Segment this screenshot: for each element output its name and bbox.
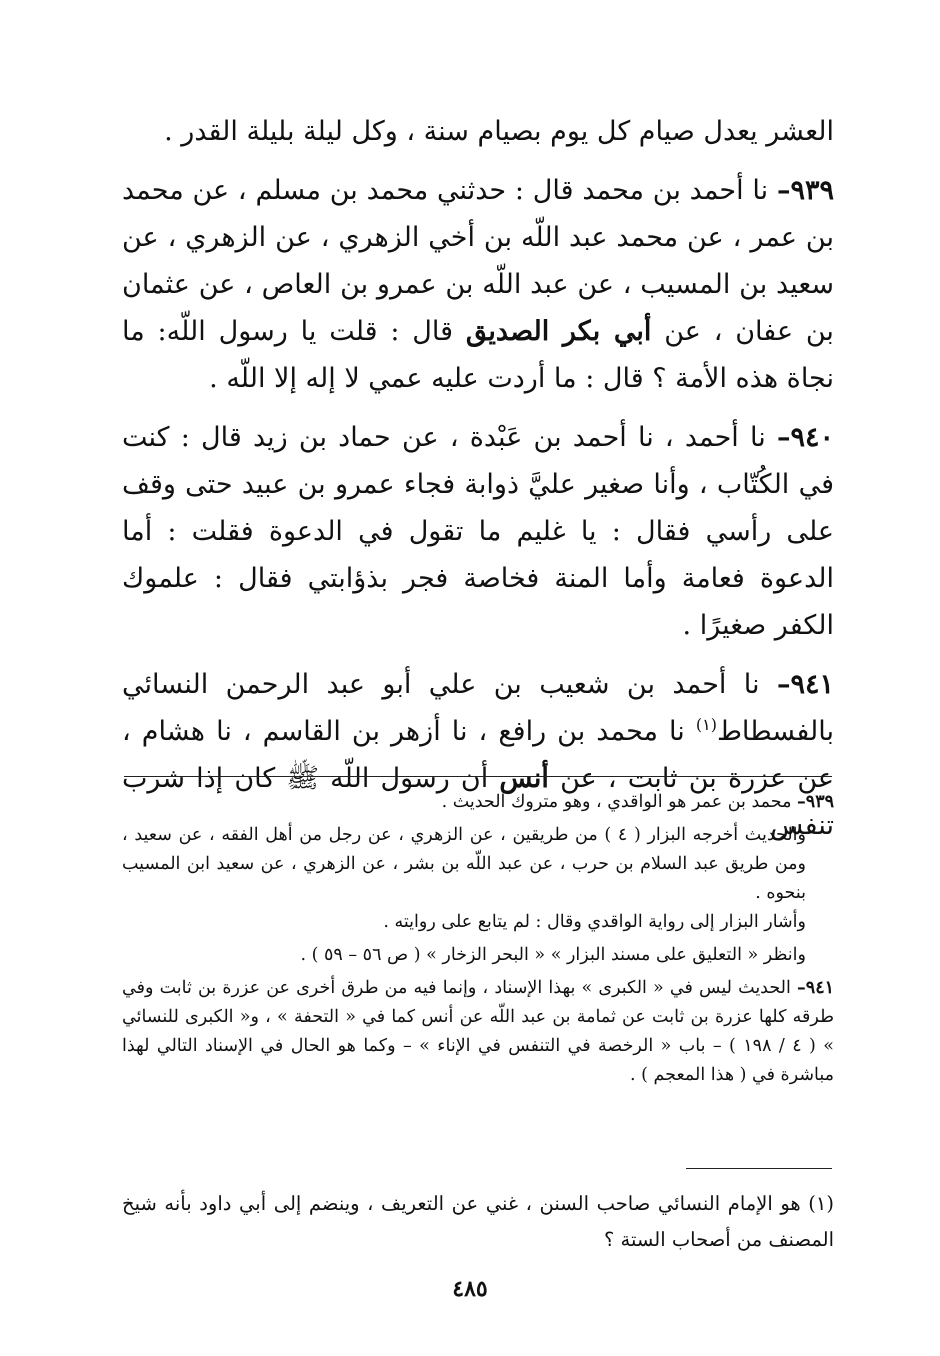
page-number: ٤٨٥: [452, 1276, 488, 1302]
note-number: ٩٤١–: [797, 978, 834, 998]
footnote-reference: (١): [695, 715, 717, 734]
footnote-divider: [686, 1168, 832, 1169]
footnote: [122, 1186, 834, 1258]
footnote-paragraph: [122, 1186, 834, 1258]
note-939-paragraph: والحديث أخرجه البزار ( ٤ ) من طريقين ، عن الزهري ، عن رجل من أهل الفقه ، عن سعيد ، ومن طريق عبد السلام بن حرب ، عن عبد اللّه بن بشر ، عن الزهري ، عن سعيد ابن المسيب بنحوه .: [122, 825, 806, 903]
hadith-text: أن رسول اللّه ﷺ كان إذا شرب تنفس: [122, 763, 834, 841]
note-939-line: [122, 788, 834, 817]
note-939-paragraph: وأشار البزار إلى رواية الواقدي وقال : لم يتابع على روايته .: [383, 912, 806, 932]
hadith-text: نا أحمد بن محمد قال : حدثني محمد بن مسلم ، عن محمد بن عمر ، عن محمد عبد اللّه بن أخي الزهري ، عن الزهري ، عن سعيد بن المسيب ، عن عبد اللّه بن عمرو بن العاص ، عن عثمان بن عفان ، عن: [122, 175, 834, 347]
footnote-text: هو الإمام النسائي صاحب السنن ، غني عن التعريف ، وينضم إلى أبي داود بأنه شيخ المصنف من أصحاب الستة ؟: [122, 1192, 834, 1251]
note-text: محمد بن عمر هو الواقدي ، وهو متروك الحديث .: [441, 792, 792, 812]
hadith-text: قال : قلت يا رسول اللّه: ما نجاة هذه الأمة ؟ قال : ما أردت عليه عمي لا إله إلا اللّه .: [122, 316, 834, 394]
paragraph-continuation: العشر يعدل صيام كل يوم بصيام سنة ، وكل ليلة بليلة القدر .: [164, 116, 834, 147]
note-941-paragraph: [122, 974, 834, 1090]
note-939-paragraph: وانظر « التعليق على مسند البزار » « البحر الزخار » ( ص ٥٦ – ٥٩ ) .: [300, 945, 806, 965]
narrator-name: أنس: [499, 763, 549, 794]
hadith-number: ٩٤٠–: [776, 422, 834, 453]
note-text: الحديث ليس في « الكبرى » بهذا الإسناد ، وإنما فيه من طرق أخرى عن عزرة بن ثابت وفي طرقه كلها عزرة بن ثابت عن ثمامة بن عبد اللّه عن أنس كما في « التحفة » ، و« الكبرى للنسائي » ( ٤ / ١٩٨ ) – باب « الرخصة في التنفس في الإناء » – وكما هو الحال في الإسناد التالي لهذا مباشرة في ( هذا المعجم ) .: [122, 978, 834, 1085]
hadith-939: [122, 167, 834, 402]
hadith-text: نا أحمد ، نا أحمد بن عَبْدة ، عن حماد بن زيد قال : كنت في الكُتّاب ، وأنا صغير عليَّ ذوابة فجاء عمرو بن عبيد حتى وقف على رأسي فقال : يا غليم ما تقول في الدعوة فقلت : أما الدعوة فعامة وأما المنة فخاصة فجر بذؤابتي فقال : علموك الكفر صغيرًا .: [122, 422, 834, 641]
narrator-name: أبي بكر الصديق: [465, 316, 652, 347]
hadith-text: نا محمد بن رافع ، نا أزهر بن القاسم ، نا هشام ، عن عزرة بن ثابت ، عن: [122, 716, 835, 794]
note-number: ٩٣٩–: [797, 792, 834, 812]
hadith-940: [122, 414, 834, 649]
hadith-text: نا أحمد بن شعيب بن علي أبو عبد الرحمن النسائي بالفسطاط: [122, 669, 834, 747]
commentary-notes: [122, 788, 834, 1090]
hadith-number: ٩٣٩–: [776, 175, 834, 206]
hadith-number: ٩٤١–: [776, 669, 834, 700]
footnote-number: (١): [808, 1192, 834, 1215]
main-text: [122, 108, 834, 849]
notes-divider: [124, 776, 832, 777]
